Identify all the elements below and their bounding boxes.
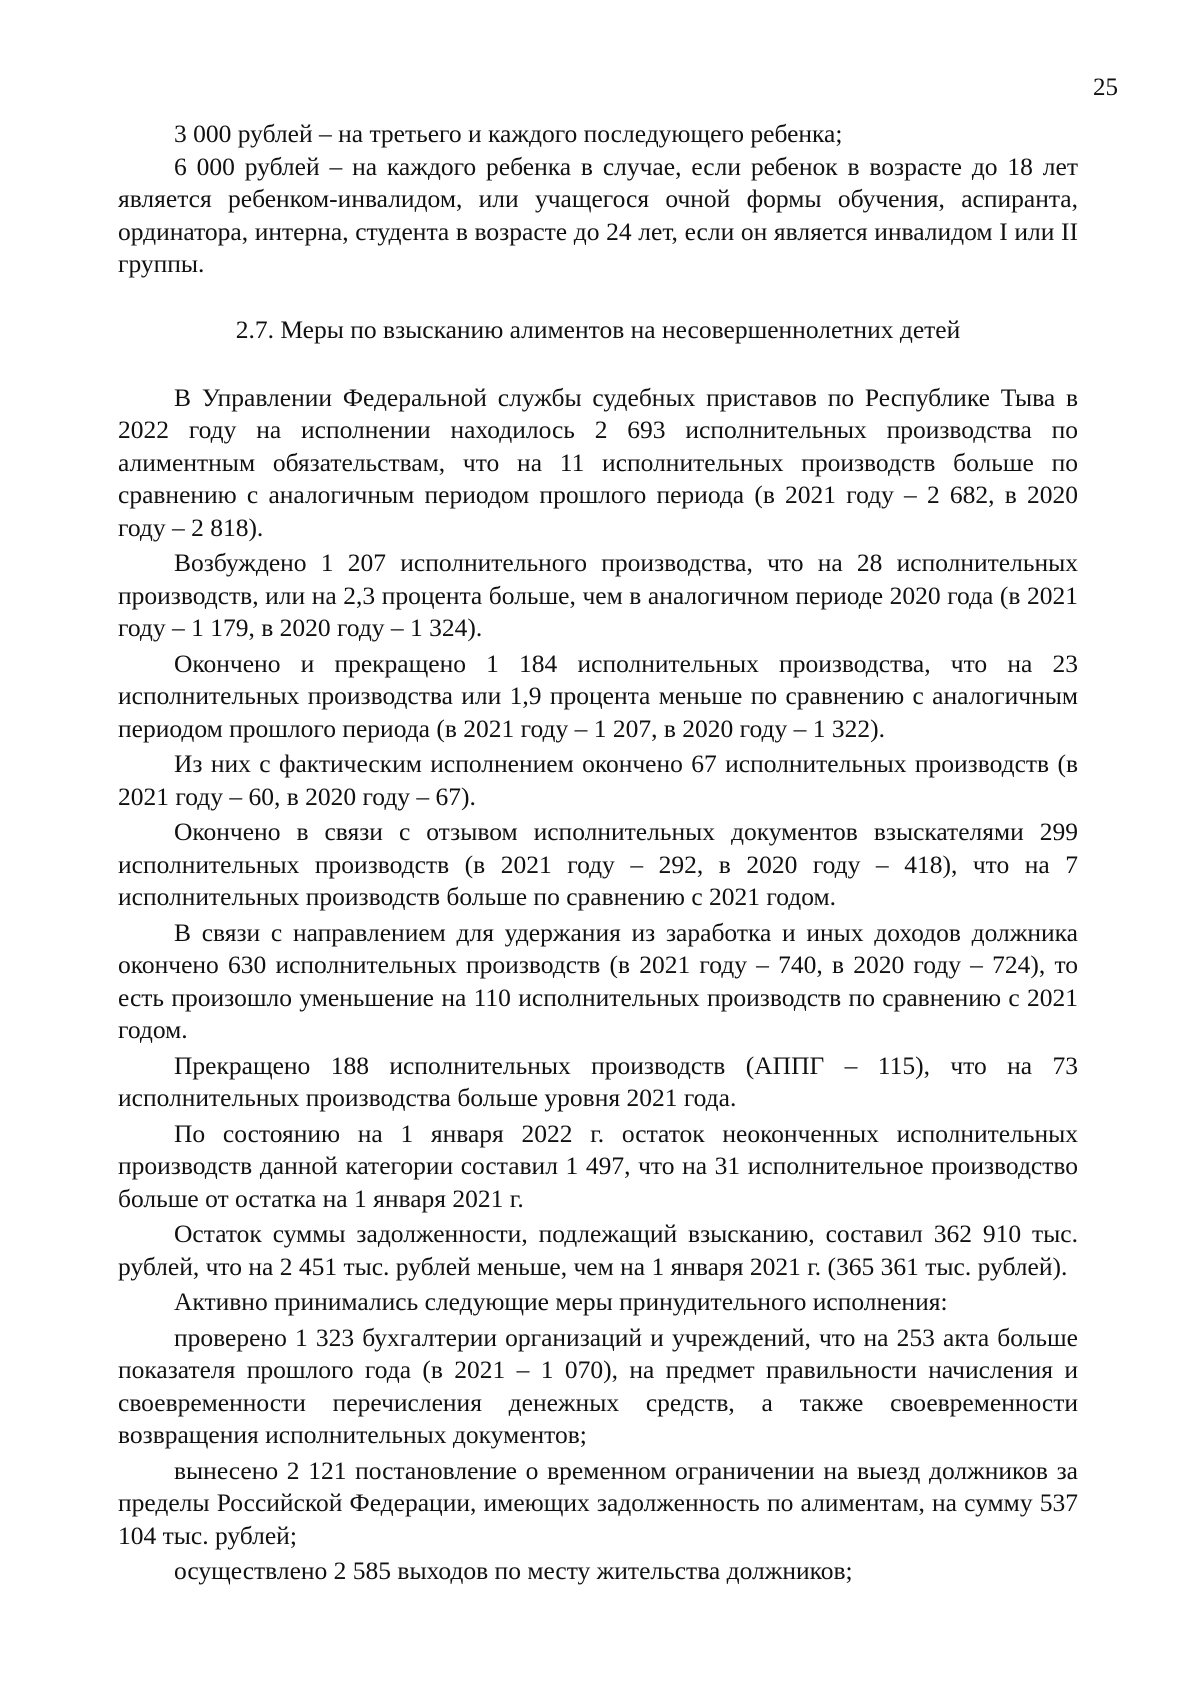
paragraph: 3 000 рублей – на третьего и каждого последующего ребенка; — [174, 119, 843, 148]
paragraph: Из них с фактическим исполнением окончено 67 исполнительных производств (в 2021 году – 60, в 2020 году – 67). — [118, 749, 1078, 811]
paragraph: В Управлении Федеральной службы судебных приставов по Республике Тыва в 2022 году на исполнении находилось 2 693 исполнительных производства по алиментным обязательствам, что на 11 исполнительных производств больше по сравнению с аналогичным периодом прошлого периода (в 2021 году – 2 682, в 2020 году – 2 818). — [118, 382, 1078, 542]
paragraph: Окончено и прекращено 1 184 исполнительных производства, что на 23 исполнительных производства или 1,9 процента меньше по сравнению с аналогичным периодом прошлого периода (в 2021 году – 1 207, в 2020 году – 1 322). — [118, 648, 1078, 743]
paragraph: Прекращено 188 исполнительных производств (АППГ – 115), что на 73 исполнительных производства больше уровня 2021 года. — [118, 1050, 1078, 1112]
list-item: вынесено 2 121 постановление о временном ограничении на выезд должников за пределы Российской Федерации, имеющих задолженность по алиментам, на сумму 537 104 тыс. рублей; — [118, 1455, 1078, 1550]
page-number: 25 — [1093, 74, 1118, 101]
document-body — [118, 118, 1078, 1588]
section-heading: 2.7. Меры по взысканию алиментов на несовершеннолетних детей — [235, 314, 961, 344]
paragraph: Возбуждено 1 207 исполнительного производства, что на 28 исполнительных производств, или на 2,3 процента больше, чем в аналогичном периоде 2020 года (в 2021 году – 1 179, в 2020 году – 1 324). — [118, 548, 1078, 642]
paragraph: 6 000 рублей – на каждого ребенка в случае, если ребенок в возрасте до 18 лет является ребенком-инвалидом, или учащегося очной формы обучения, аспиранта, ординатора, интерна, студента в возрасте до 24 лет, если он является инвалидом I или II группы. — [118, 151, 1078, 278]
list-item: осуществлено 2 585 выходов по месту жительства должников; — [174, 1556, 853, 1585]
paragraph: Активно принимались следующие меры принудительного исполнения: — [174, 1287, 948, 1316]
paragraph: По состоянию на 1 января 2022 г. остаток неоконченных исполнительных производств данной категории составил 1 497, что на 31 исполнительное производство больше от остатка на 1 января 2021 г. — [118, 1118, 1078, 1213]
paragraph: В связи с направлением для удержания из заработка и иных доходов должника окончено 630 исполнительных производств (в 2021 году – 740, в 2020 году – 724), то есть произошло уменьшение на 110 исполнительных производств по сравнению с 2021 годом. — [118, 917, 1078, 1044]
paragraph: Остаток суммы задолженности, подлежащий взысканию, составил 362 910 тыс. рублей, что на 2 451 тыс. рублей меньше, чем на 1 января 2021 г. (365 361 тыс. рублей). — [118, 1219, 1078, 1281]
list-item: проверено 1 323 бухгалтерии организаций и учреждений, что на 253 акта больше показателя прошлого года (в 2021 – 1 070), на предмет правильности начисления и своевременности перечисления денежных средств, а также своевременности возвращения исполнительных документов; — [118, 1322, 1078, 1449]
paragraph: Окончено в связи с отзывом исполнительных документов взыскателями 299 исполнительных производств (в 2021 году – 292, в 2020 году – 418), что на 7 исполнительных производств больше по сравнению с 2021 годом. — [118, 817, 1078, 911]
